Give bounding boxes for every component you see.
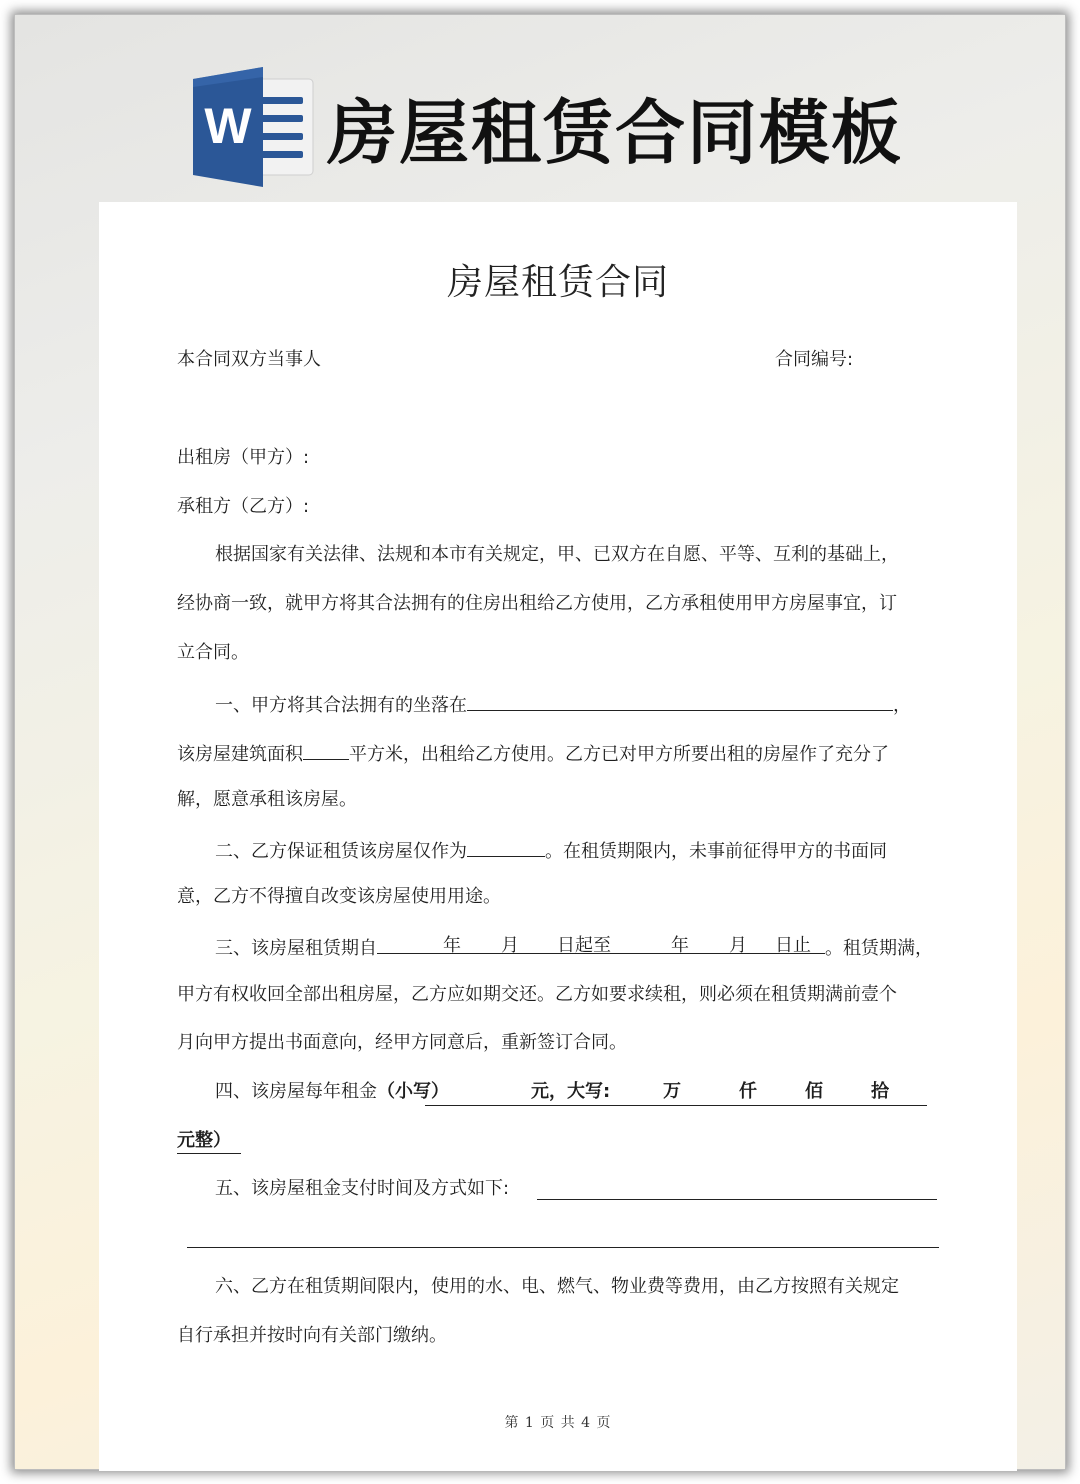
start-month: 月 [501,935,519,956]
intro-line-1: 根据国家有关法律、法规和本市有关规定，甲、已双方在自愿、平等、互利的基础上， [215,544,899,565]
term-dates [377,934,665,954]
term-end-dates [665,934,825,954]
start-year: 年 [443,935,461,956]
clause-3-line-1-end: 。租赁期满， [825,938,933,959]
usage-blank [467,836,545,857]
end-year: 年 [671,935,689,956]
clause-1-line-2-text: 平方米，出租给乙方使用。乙方已对甲方所要出租的房屋作了充分了 [349,744,889,765]
banner-title: 房屋租赁合同模板 [327,91,903,174]
rent-shi: 拾 [871,1081,889,1102]
end-month: 月 [729,935,747,956]
parties-label: 本合同双方当事人 [177,349,321,370]
intro-line-3: 立合同。 [177,642,249,663]
clause-6-line-1: 六、乙方在租赁期间限内，使用的水、电、燃气、物业费等费用，由乙方按照有关规定 [215,1276,899,1297]
area-blank [303,739,349,760]
clause-1-text: 一、甲方将其合法拥有的坐落在 [215,695,467,716]
word-icon [191,65,315,189]
contract-number-label: 合同编号: [775,349,854,370]
rent-label: 四、该房屋每年租金 [215,1081,377,1102]
end-day: 日止 [775,935,811,956]
rent-wan: 万 [663,1081,681,1102]
clause-3-line-3: 月向甲方提出书面意向，经甲方同意后，重新签订合同。 [177,1032,627,1053]
clause-6-line-2: 自行承担并按时向有关部门缴纳。 [177,1325,447,1346]
usage-label: 二、乙方保证租赁该房屋仅作为 [215,841,467,862]
start-day: 日起至 [557,935,611,956]
document-title: 房屋租赁合同 [446,262,669,303]
clause-5-line-1: 五、该房屋租金支付时间及方式如下: [215,1178,510,1199]
clause-1-line-1 [215,690,911,718]
clause-2-line-1 [215,836,887,864]
lessee-label: 承租方（乙方）: [177,496,310,517]
rent-bai: 佰 [805,1081,823,1102]
rent-end-text: 元整） [177,1129,241,1154]
clause-4-line-2 [177,1129,241,1154]
payment-blank-1 [537,1199,937,1200]
clause-1-line-2 [177,739,889,767]
rent-amount [377,1080,927,1104]
word-icon-letter: W [204,98,252,154]
clause-2-line-2: 意，乙方不得擅自改变该房屋使用用途。 [177,886,501,907]
rent-yuan-label: 元，大写: [531,1081,611,1102]
clause-1-comma: ， [893,695,911,716]
payment-blank-2 [187,1247,939,1248]
rent-small-label: （小写） [377,1081,449,1102]
rent-qian: 仟 [739,1081,757,1102]
intro-line-2: 经协商一致，就甲方将其合法拥有的住房出租给乙方使用，乙方承租使用甲方房屋事宜，订 [177,593,897,614]
clause-1-line-3: 解，愿意承租该房屋。 [177,789,357,810]
banner [191,63,951,191]
clause-3-line-1 [215,934,933,961]
area-label: 该房屋建筑面积 [177,744,303,765]
clause-2-line-1-text: 。在租赁期限内，未事前征得甲方的书面同 [545,841,887,862]
location-blank [467,690,893,711]
lessor-label: 出租房（甲方）: [177,447,310,468]
page-number: 第 1 页 共 4 页 [504,1415,612,1431]
clause-3-line-2: 甲方有权收回全部出租房屋，乙方应如期交还。乙方如要求续租，则必须在租赁期满前壹个 [177,984,897,1005]
document-page [99,202,1017,1471]
term-label: 三、该房屋租赁期自 [215,938,377,959]
clause-4-line-1 [215,1080,927,1104]
image-frame [14,14,1066,1470]
